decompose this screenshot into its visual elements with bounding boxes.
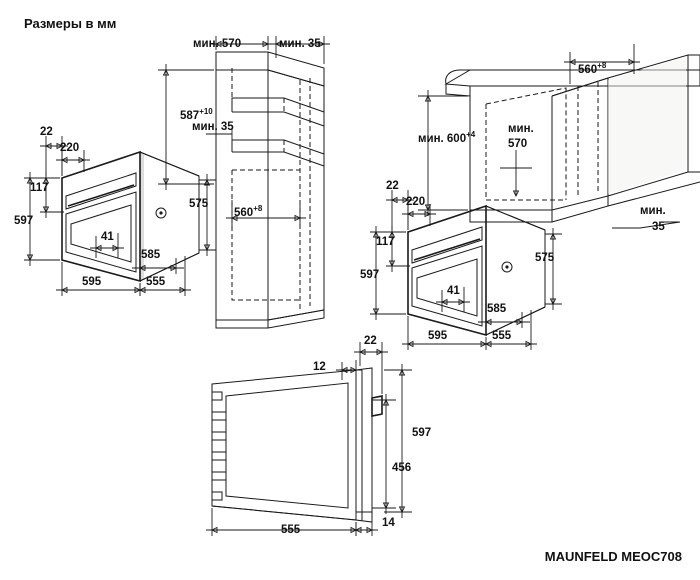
model-label: MAUNFELD MEOC708 [544,549,682,564]
dim-left-117: 117 [30,182,49,194]
dim-left-220: 220 [60,142,80,154]
dim-right-585: 585 [487,303,507,315]
dim-right-555: 555 [492,330,512,342]
dim-section-456: 456 [392,462,412,474]
page-title: Размеры в мм [24,16,117,31]
cabinet-niche-art [158,36,330,328]
dim-right-595: 595 [428,330,448,342]
dim-install-570: 570 [508,138,528,150]
dim-niche-min35-mid: мин. 35 [192,121,234,133]
dim-install-min-word: мин. [508,123,534,135]
front-view-right-art [370,190,562,350]
dim-install-min600: мин. $600^{+4}$ [418,130,476,145]
dim-install-min-word2: мин. [640,205,666,217]
dim-niche-560: $560^{+8}$ [234,204,263,219]
dim-left-597: 597 [14,215,34,227]
dim-right-597: 597 [360,269,380,281]
dim-install-560: $560^{+8}$ [578,61,607,76]
dim-right-41: 41 [447,285,460,297]
front-view-left-art [24,136,216,296]
dim-section-14: 14 [382,517,395,529]
dim-niche-min570: мин. 570 [193,38,242,50]
dim-install-35: 35 [652,221,665,233]
dim-left-595: 595 [82,276,102,288]
dim-right-117: 117 [376,236,395,248]
dim-left-41: 41 [101,231,114,243]
dim-right-220: 220 [406,196,426,208]
dim-niche-min35-top: мин. 35 [279,38,321,50]
dim-niche-587: $587^{+10}$ [180,107,213,122]
dim-right-575: 575 [535,252,555,264]
dim-left-555: 555 [146,276,166,288]
dim-section-12: 12 [313,361,326,373]
dim-section-22: 22 [364,335,377,347]
dim-right-22: 22 [386,180,399,192]
dim-left-585: 585 [141,249,161,261]
dim-left-22: 22 [40,126,53,138]
dim-left-575: 575 [189,198,209,210]
dim-section-597: 597 [412,427,432,439]
dim-section-555: 555 [281,524,301,536]
side-section-art [206,342,412,536]
